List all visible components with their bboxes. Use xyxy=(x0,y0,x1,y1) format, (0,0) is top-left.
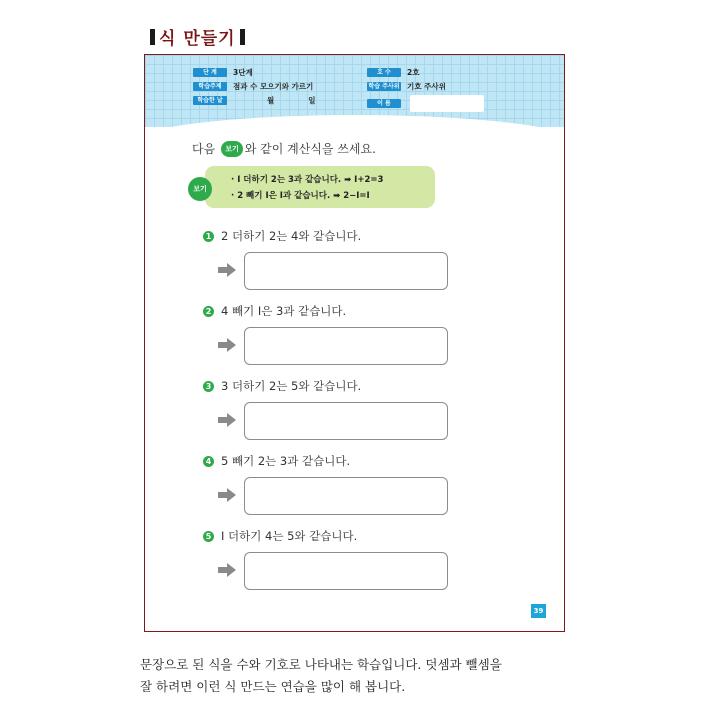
arrow-icon xyxy=(218,338,236,352)
instruction-after: 와 같이 계산식을 쓰세요. xyxy=(244,142,376,156)
problem-3 xyxy=(203,378,361,440)
info-value: 점과 수 모으기와 가르기 xyxy=(233,82,314,91)
arrow-icon xyxy=(218,563,236,577)
answer-box[interactable] xyxy=(244,327,448,365)
problem-2 xyxy=(203,303,346,365)
section-title xyxy=(146,24,249,49)
title-bar-left xyxy=(150,29,155,45)
info-value: 기호 주사위 xyxy=(407,82,446,91)
info-name xyxy=(367,95,484,112)
problem-head xyxy=(203,378,361,394)
arrow-icon xyxy=(218,413,236,427)
problem-5 xyxy=(203,528,357,590)
problem-text: 2 더하기 2는 4와 같습니다. xyxy=(221,229,362,243)
page-number: 39 xyxy=(531,604,546,618)
problem-body xyxy=(203,252,361,290)
answer-box[interactable] xyxy=(244,402,448,440)
problem-head xyxy=(203,303,346,319)
name-field[interactable] xyxy=(410,95,484,112)
example-line-2: · 2 빼기 Ⅰ은 Ⅰ과 같습니다. ➡ 2−Ⅰ=Ⅰ xyxy=(231,191,370,201)
problem-number: 4 xyxy=(203,456,214,467)
description xyxy=(140,654,590,698)
problem-body xyxy=(203,477,350,515)
problem-text: 3 더하기 2는 5와 같습니다. xyxy=(221,379,362,393)
problem-number: 2 xyxy=(203,306,214,317)
problem-body xyxy=(203,402,361,440)
problem-number: 5 xyxy=(203,531,214,542)
answer-box[interactable] xyxy=(244,552,448,590)
answer-box[interactable] xyxy=(244,477,448,515)
info-label: 호 수 xyxy=(367,68,401,77)
date-month: 월 xyxy=(267,96,275,105)
info-value: 3단계 xyxy=(233,68,253,77)
example-line-1: · Ⅰ 더하기 2는 3과 같습니다. ➡ Ⅰ+2=3 xyxy=(231,175,384,185)
arrow-icon xyxy=(218,263,236,277)
problem-body xyxy=(203,327,346,365)
problem-4 xyxy=(203,453,350,515)
problem-head xyxy=(203,453,350,469)
info-topic xyxy=(193,81,313,92)
info-label: 단 계 xyxy=(193,68,227,77)
problem-number: 1 xyxy=(203,231,214,242)
example-pill: 보기 xyxy=(221,141,243,157)
description-line-2: 잘 하려면 이런 식 만드는 연습을 많이 해 봅니다. xyxy=(140,679,406,694)
worksheet-page xyxy=(144,54,565,632)
problem-1 xyxy=(203,228,361,290)
problem-number: 3 xyxy=(203,381,214,392)
instruction xyxy=(192,140,376,157)
problem-text: 4 빼기 Ⅰ은 3과 같습니다. xyxy=(221,304,347,318)
instruction-before: 다음 xyxy=(192,142,216,156)
problem-text: Ⅰ 더하기 4는 5와 같습니다. xyxy=(221,529,358,543)
info-label: 이 름 xyxy=(367,99,401,108)
info-label: 학습 주사위 xyxy=(368,83,400,90)
problem-head xyxy=(203,228,361,244)
problem-text: 5 빼기 2는 3과 같습니다. xyxy=(221,454,351,468)
answer-box[interactable] xyxy=(244,252,448,290)
problem-head xyxy=(203,528,357,544)
info-date xyxy=(193,95,316,106)
arrow-icon xyxy=(218,488,236,502)
problem-body xyxy=(203,552,357,590)
title-bar-right xyxy=(240,29,245,45)
info-label: 학습한 날 xyxy=(193,96,227,105)
date-day: 일 xyxy=(308,96,316,105)
info-value: 2호 xyxy=(407,68,420,77)
info-volume xyxy=(367,67,419,78)
section-title-text: 식 만들기 xyxy=(159,29,236,49)
example-badge: 보기 xyxy=(188,177,212,201)
info-label: 학습주제 xyxy=(193,82,227,91)
description-line-1: 문장으로 된 식을 수와 기호로 나타내는 학습입니다. 덧셈과 뺄셈을 xyxy=(140,657,502,672)
info-dice xyxy=(367,81,446,92)
info-level xyxy=(193,67,253,78)
